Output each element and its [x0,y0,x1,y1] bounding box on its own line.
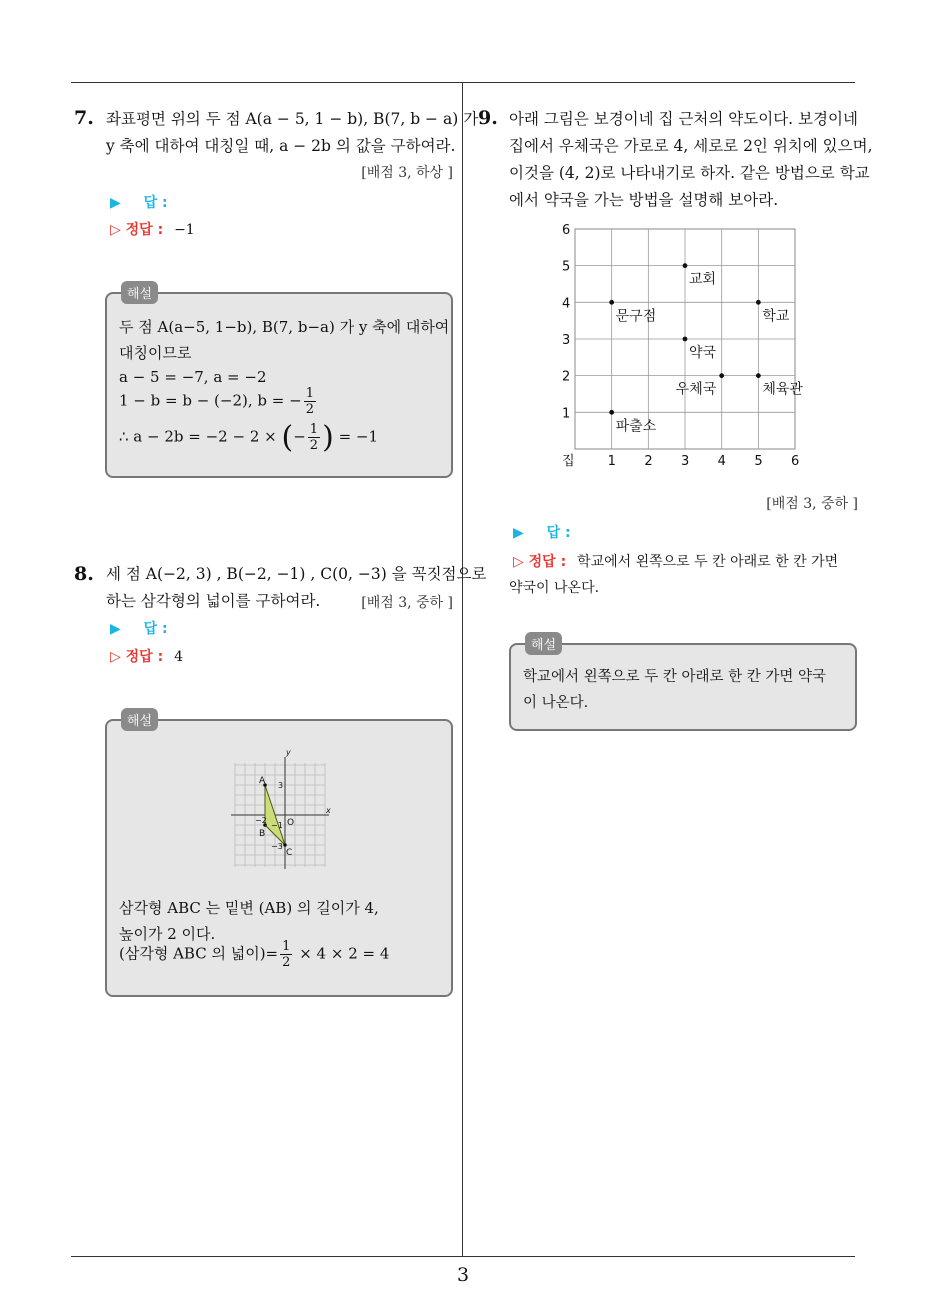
question-7-score: [배점 3, 하상 ] [361,165,453,181]
map-y-tick-label: 5 [562,259,571,275]
y-tick-neg1: −1 [271,821,283,830]
x-tick-neg2: −2 [255,816,267,825]
map-y-tick-label: 6 [562,222,571,238]
triangle-outline-icon: ▷ [513,554,524,570]
map-place-dot [756,373,761,378]
question-9-text-line3: 이것을 (4, 2)로 나타내기로 하자. 같은 방법으로 학교 [509,164,870,182]
question-8-correct [110,646,183,666]
correct-value-line1: 학교에서 왼쪽으로 두 칸 아래로 한 칸 가면 [577,554,839,570]
question-9-text-line1: 아래 그림은 보경이네 집 근처의 약도이다. 보경이네 [509,110,858,128]
correct-label: ▷ 정답 : [110,649,164,665]
triangle-outline-icon: ▷ [110,222,121,238]
question-9-correct [509,549,863,601]
map-y-tick-label: 3 [562,332,571,348]
fraction: $\frac{1}{2}$ [282,939,291,970]
question-8-text-line2: 하는 삼각형의 넓이를 구하여라. [106,592,321,610]
map-place-label: 체육관 [762,381,803,398]
y-tick-neg3: −3 [271,842,283,851]
explanation-box-q8 [105,714,453,997]
correct-label: ▷ 정답 : [513,554,567,570]
map-y-tick-label: 2 [562,369,571,385]
question-9-score: [배점 3, 중하 ] [766,496,858,512]
map-place-dot [683,263,688,268]
map-x-tick-label: 6 [791,454,800,469]
explanation-line: 삼각형 ABC 는 밑변 (AB) 의 길이가 4, [119,899,379,917]
answer-label: 답 : [143,621,168,637]
point-b-label: B [259,829,266,839]
map-place-dot [756,300,761,305]
point-a-label: A [259,776,266,786]
question-7-correct [110,219,195,239]
explanation-tag: 해설 [121,708,158,731]
map-place-dot [609,410,614,415]
fraction: $\frac{1}{2}$ [309,422,319,453]
question-7-number: 7. [74,107,94,129]
triangle-graph [225,743,335,873]
question-8-answer[interactable] [110,618,168,638]
explanation-tag: 해설 [121,281,158,304]
question-7-text-line1: 좌표평면 위의 두 점 A(a − 5, 1 − b), B(7, b − a) 가 [106,110,479,128]
map-place-dot [683,337,688,342]
question-7-answer[interactable] [110,192,168,212]
origin-home-label: 집 [562,454,575,469]
point-c-label: C [286,848,293,858]
map-place-label: 파출소 [615,418,657,435]
question-9-number: 9. [478,107,498,129]
map-place-label: 약국 [689,344,717,361]
y-axis-label: y [286,748,291,757]
map-place-label: 문구점 [615,308,657,325]
question-7-text-line2: y 축에 대하여 대칭일 때, a − 2b 의 값을 구하여라. [106,137,456,155]
question-8-score: [배점 3, 중하 ] [361,595,453,611]
page-number: 3 [456,1264,470,1286]
question-8-number: 8. [74,563,94,585]
explanation-tag: 해설 [525,632,562,655]
map-x-tick-label: 4 [717,454,726,469]
map-x-tick-label: 1 [607,454,616,469]
play-arrow-icon: ▶ [513,525,524,541]
explanation-box-q7 [105,287,453,478]
map-place-label: 교회 [689,271,717,288]
y-tick-3: 3 [278,781,284,790]
explanation-line: 1 − b = b − (−2), b = − $\frac{1}{2}$ [119,386,314,417]
map-y-tick-label: 4 [562,296,571,312]
explanation-line: a − 5 = −7, a = −2 [119,368,267,386]
explanation-line: 대칭이므로 [119,344,192,362]
map-x-tick-label: 5 [754,454,763,469]
neighborhood-map [550,218,820,473]
play-arrow-icon: ▶ [110,621,121,637]
map-x-tick-label: 3 [681,454,690,469]
map-place-dot [609,300,614,305]
explanation-line: ∴ a − 2b = −2 − 2 × (− $\frac{1}{2}$ ) = −1 [119,420,379,455]
origin-label: O [287,818,295,828]
correct-label: ▷ 정답 : [110,222,164,238]
x-axis-label: x [326,806,331,815]
map-y-tick-label: 1 [562,406,571,422]
correct-value-line2: 약국이 나온다. [509,580,600,596]
question-9-text-line4: 에서 약국을 가는 방법을 설명해 보아라. [509,191,779,209]
explanation-box-q9 [509,638,857,731]
question-9-text-line2: 집에서 우체국은 가로로 4, 세로로 2인 위치에 있으며, [509,137,873,155]
answer-label: 답 : [143,195,168,211]
bottom-rule [71,1256,855,1257]
triangle-outline-icon: ▷ [110,649,121,665]
answer-label: 답 : [546,525,571,541]
map-place-dot [719,373,724,378]
map-place-label: 우체국 [675,381,717,398]
correct-value: −1 [174,222,195,238]
explanation-line: (삼각형 ABC 의 넓이)= $\frac{1}{2}$ × 4 × 2 = 4 [119,939,390,970]
map-place-label: 학교 [762,308,790,325]
question-9-answer[interactable] [513,522,571,542]
explanation-line: 학교에서 왼쪽으로 두 칸 아래로 한 칸 가면 약국 [523,669,827,685]
fraction: $\frac{1}{2}$ [305,386,314,417]
question-8-text-line1: 세 점 A(−2, 3) , B(−2, −1) , C(0, −3) 을 꼭짓점으로 [106,565,487,583]
explanation-line: 두 점 A(a−5, 1−b), B(7, b−a) 가 y 축에 대하여 [119,318,450,336]
map-x-tick-label: 2 [644,454,653,469]
column-divider [462,83,463,1256]
explanation-line: 이 나온다. [523,695,589,711]
explanation-line: 높이가 2 이다. [119,925,216,943]
correct-value: 4 [174,649,183,665]
play-arrow-icon: ▶ [110,195,121,211]
top-rule [71,82,855,83]
